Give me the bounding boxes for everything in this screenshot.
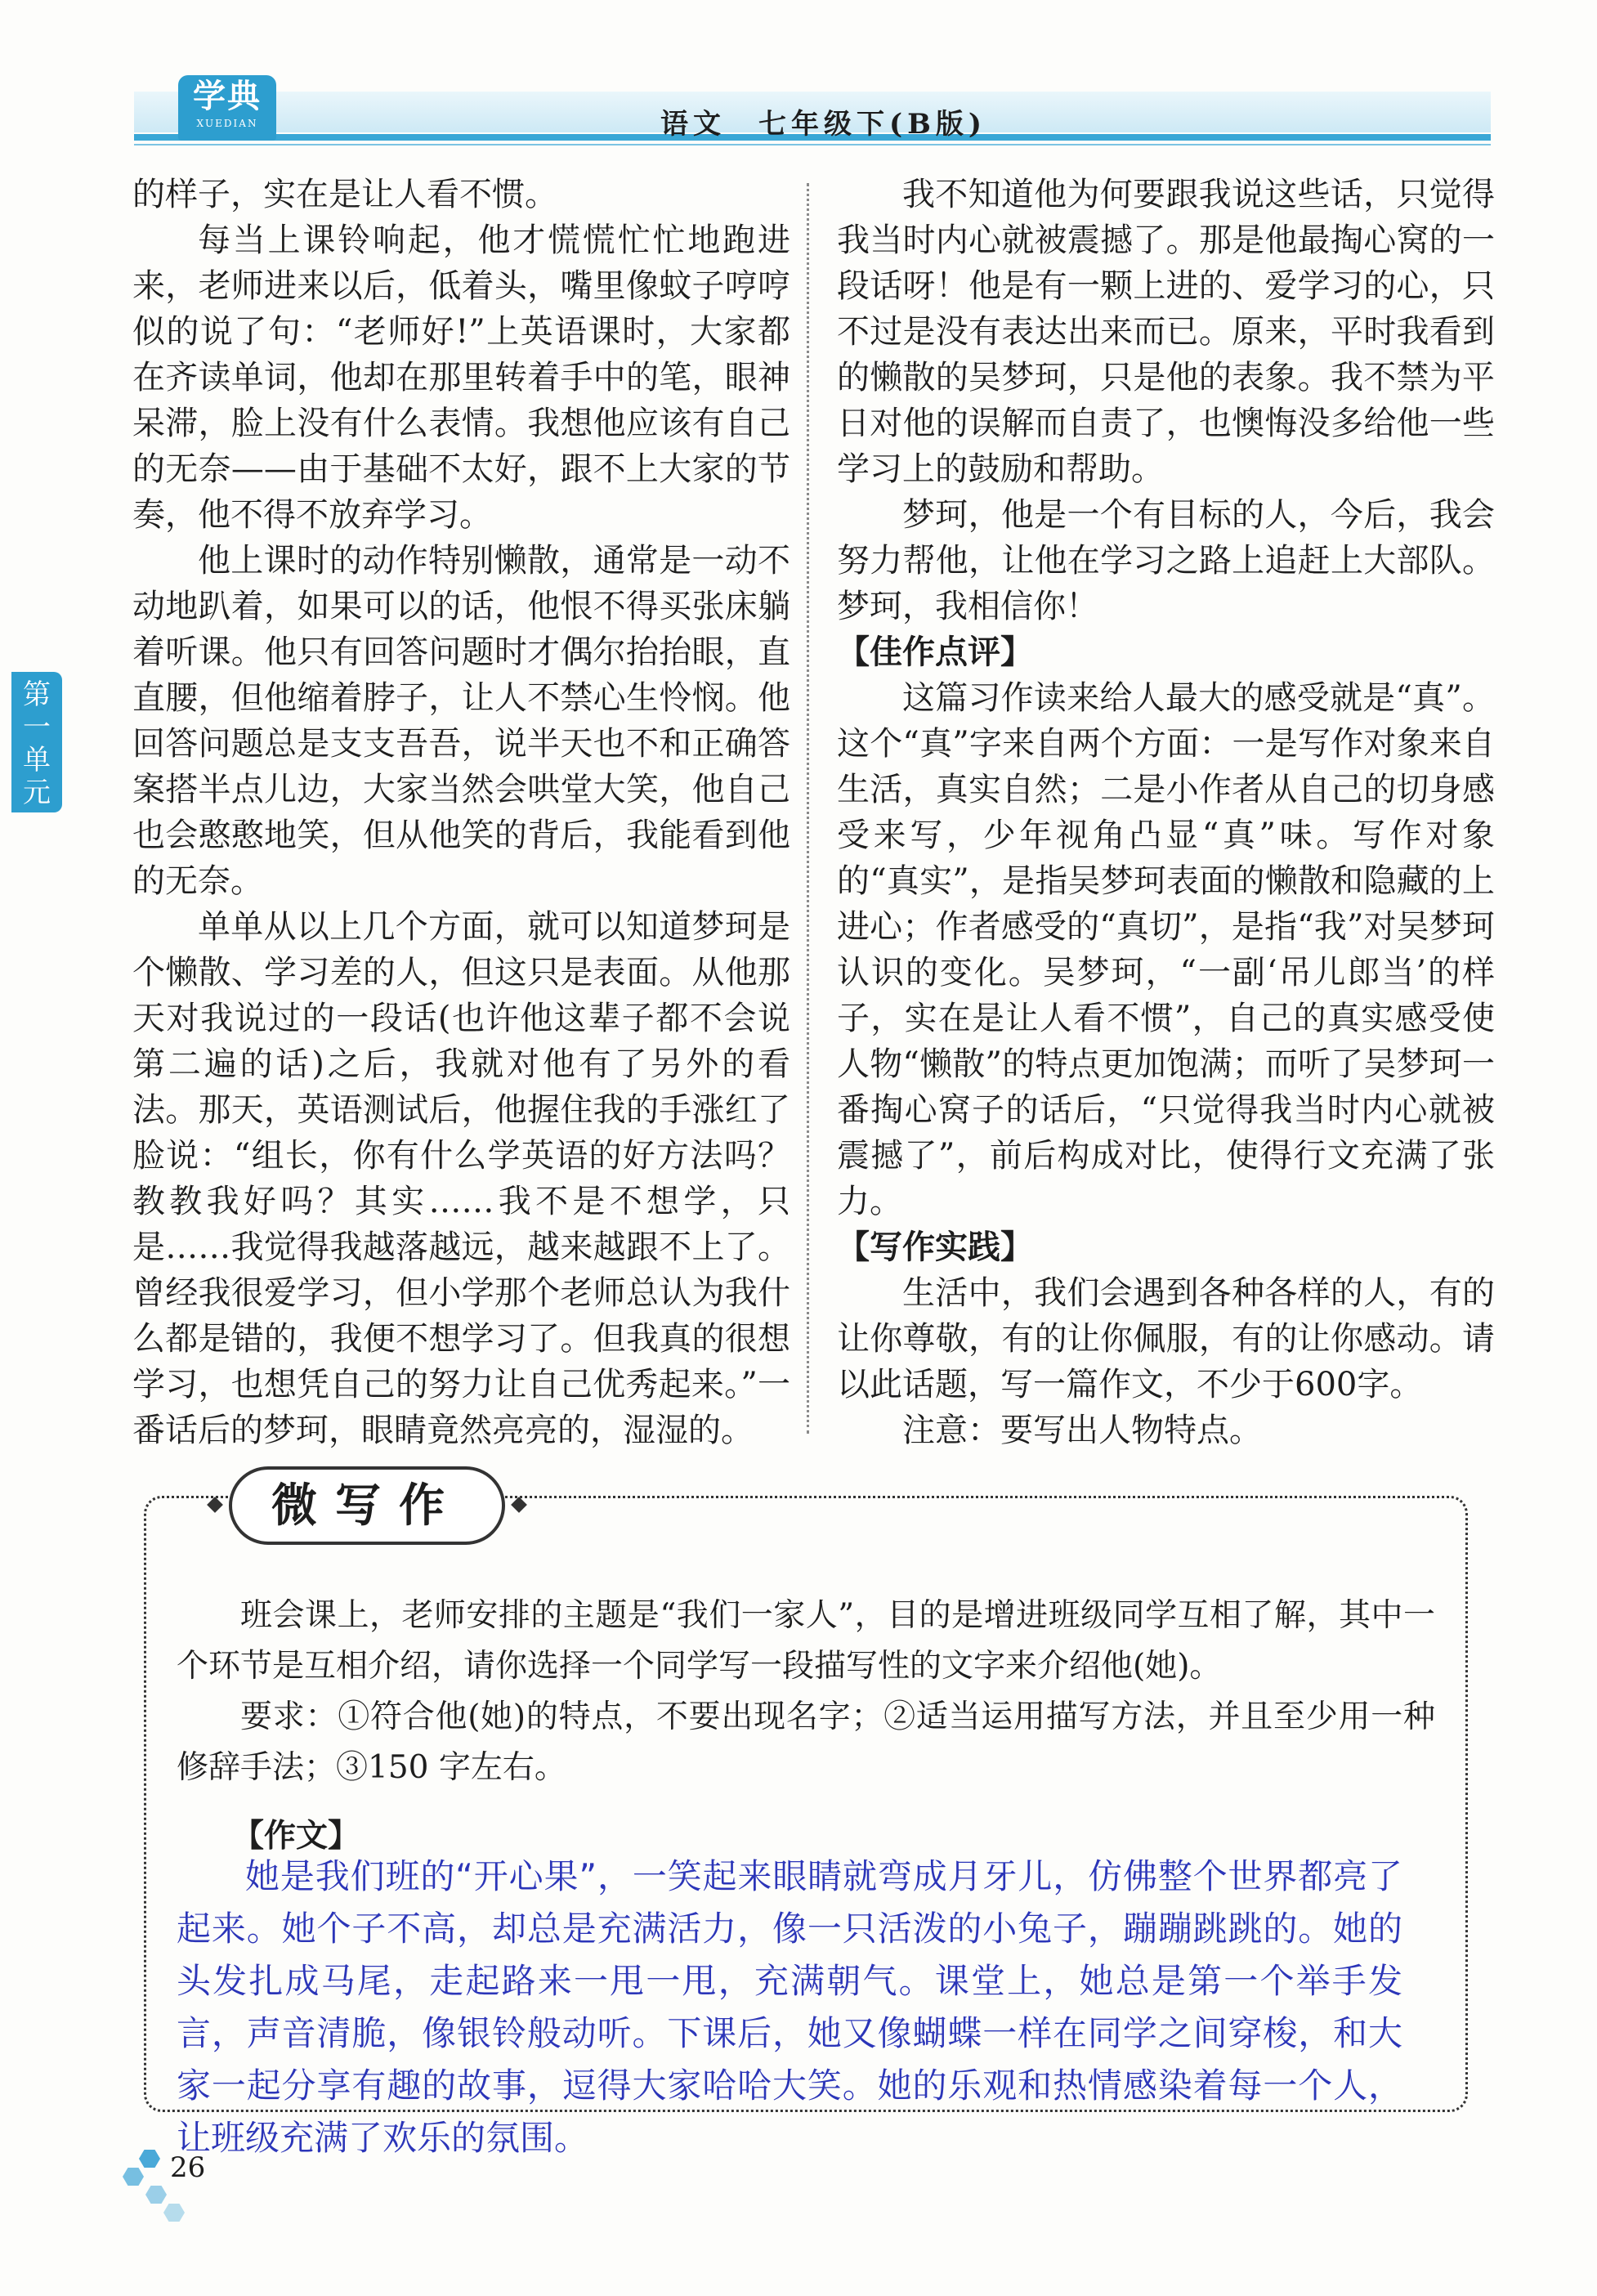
- essay-heading: 【作文】: [232, 1817, 360, 1855]
- ornament-icon: [207, 1497, 223, 1513]
- paragraph: 每当上课铃响起，他才慌慌忙忙地跑进来，老师进来以后，低着头，嘴里像蚊子哼哼似的说了句：“老师好!”上英语课时，大家都在齐读单词，他却在那里转着手中的笔，眼神呆滞，脸上没有什么表情。我想他应该有自己的无奈——由于基础不太好，跟不上大家的节奏，他不得不放弃学习。: [132, 222, 790, 534]
- hexagon-icon: [163, 2204, 185, 2222]
- left-column: [132, 172, 790, 1453]
- handwritten-essay: [177, 1851, 1402, 2164]
- micro-writing-banner: [206, 1458, 528, 1553]
- hexagon-icon: [145, 2186, 167, 2204]
- paragraph: 梦珂，他是一个有目标的人，今后，我会努力帮他，让他在学习之路上追赶上大部队。梦珂，我相信你！: [837, 496, 1495, 625]
- logo-text: 学典: [193, 77, 262, 115]
- practice-heading: 【写作实践】: [837, 1228, 1033, 1266]
- brand-logo: [178, 75, 276, 141]
- paragraph: 单单从以上几个方面，就可以知道梦珂是个懒散、学习差的人，但这只是表面。从他那天对我说过的一段话(也许他这辈子都不会说第二遍的话)之后，我就对他有了另外的看法。那天，英语测试后，他握住我的手涨红了脸说：“组长，你有什么学英语的好方法吗？教教我好吗？其实……我不是不想学，只是……我觉得我越落越远，越来越跟不上了。曾经我很爱学习，但小学那个老师总认为我什么都是错的，我便不想学习了。但我真的很想学习，也想凭自己的努力让自己优秀起来。”一番话后的梦珂，眼睛竟然亮亮的，湿湿的。: [132, 908, 790, 1449]
- paragraph: 的样子，实在是让人看不惯。: [132, 176, 557, 213]
- essay-text: 她是我们班的“开心果”，一笑起来眼睛就弯成月牙儿，仿佛整个世界都亮了起来。她个子不高，却总是充满活力，像一只活泼的小兔子，蹦蹦跳跳的。她的头发扎成马尾，走起路来一甩一甩，充满朝气。课堂上，她总是第一个举手发言，声音清脆，像银铃般动听。下课后，她又像蝴蝶一样在同学之间穿梭，和大家一起分享有趣的故事，逗得大家哈哈大笑。她的乐观和热情感染着每一个人，让班级充满了欢乐的氛围。: [177, 1856, 1402, 2158]
- requirements-text: 要求：①符合他(她)的特点，不要出现名字；②适当运用描写方法，并且至少用一种修辞手法；③150 字左右。: [177, 1699, 1435, 1786]
- hexagon-icon: [123, 2168, 144, 2186]
- column-divider: [807, 183, 809, 1434]
- hexagon-icon: [139, 2150, 160, 2168]
- banner-title: 微写作: [229, 1466, 505, 1545]
- right-column: [837, 172, 1495, 1453]
- header-rule-thin: [134, 144, 1491, 145]
- paragraph: 我不知道他为何要跟我说这些话，只觉得我当时内心就被震撼了。那是他最掏心窝的一段话呀！他是有一颗上进的、爱学习的心，只不过是没有表达出来而已。原来，平时我看到的懒散的吴梦珂，只是他的表象。我不禁为平日对他的误解而自责了，也懊悔没多给他一些学习上的鼓励和帮助。: [837, 176, 1495, 488]
- ornament-icon: [511, 1497, 527, 1513]
- book-title: 语文 七年级下(B版): [660, 108, 986, 141]
- page-number: 26: [170, 2151, 206, 2184]
- logo-subtext: XUEDIAN: [196, 118, 258, 129]
- practice-text: 生活中，我们会遇到各种各样的人，有的让你尊敬，有的让你佩服，有的让你感动。请以此话题，写一篇作文，不少于600字。: [837, 1274, 1495, 1403]
- unit-tab: 第一单元: [11, 672, 62, 812]
- paragraph: 他上课时的动作特别懒散，通常是一动不动地趴着，如果可以的话，他恨不得买张床躺着听课。他只有回答问题时才偶尔抬抬眼，直直腰，但他缩着脖子，让人不禁心生怜悯。他回答问题总是支支吾吾，说半天也不和正确答案搭半点儿边，大家当然会哄堂大笑，他自己也会憨憨地笑，但从他笑的背后，我能看到他的无奈。: [132, 542, 790, 900]
- note-text: 注意：要写出人物特点。: [902, 1412, 1262, 1449]
- writing-prompt: [177, 1591, 1435, 1793]
- prompt-text: 班会课上，老师安排的主题是“我们一家人”，目的是增进班级同学互相了解，其中一个环节是互相介绍，请你选择一个同学写一段描写性的文字来介绍他(她)。: [177, 1597, 1435, 1685]
- review-heading: 【佳作点评】: [837, 633, 1033, 671]
- review-text: 这篇习作读来给人最大的感受就是“真”。这个“真”字来自两个方面：一是写作对象来自生活，真实自然；二是小作者从自己的切身感受来写，少年视角凸显“真”味。写作对象的“真实”，是指吴梦珂表面的懒散和隐藏的上进心；作者感受的“真切”，是指“我”对吴梦珂认识的变化。吴梦珂，“一副‘吊儿郎当’的样子，实在是让人看不惯”，自己的真实感受使人物“懒散”的特点更加饱满；而听了吴梦珂一番掏心窝子的话后，“只觉得我当时内心就被震撼了”，前后构成对比，使得行文充满了张力。: [837, 679, 1495, 1220]
